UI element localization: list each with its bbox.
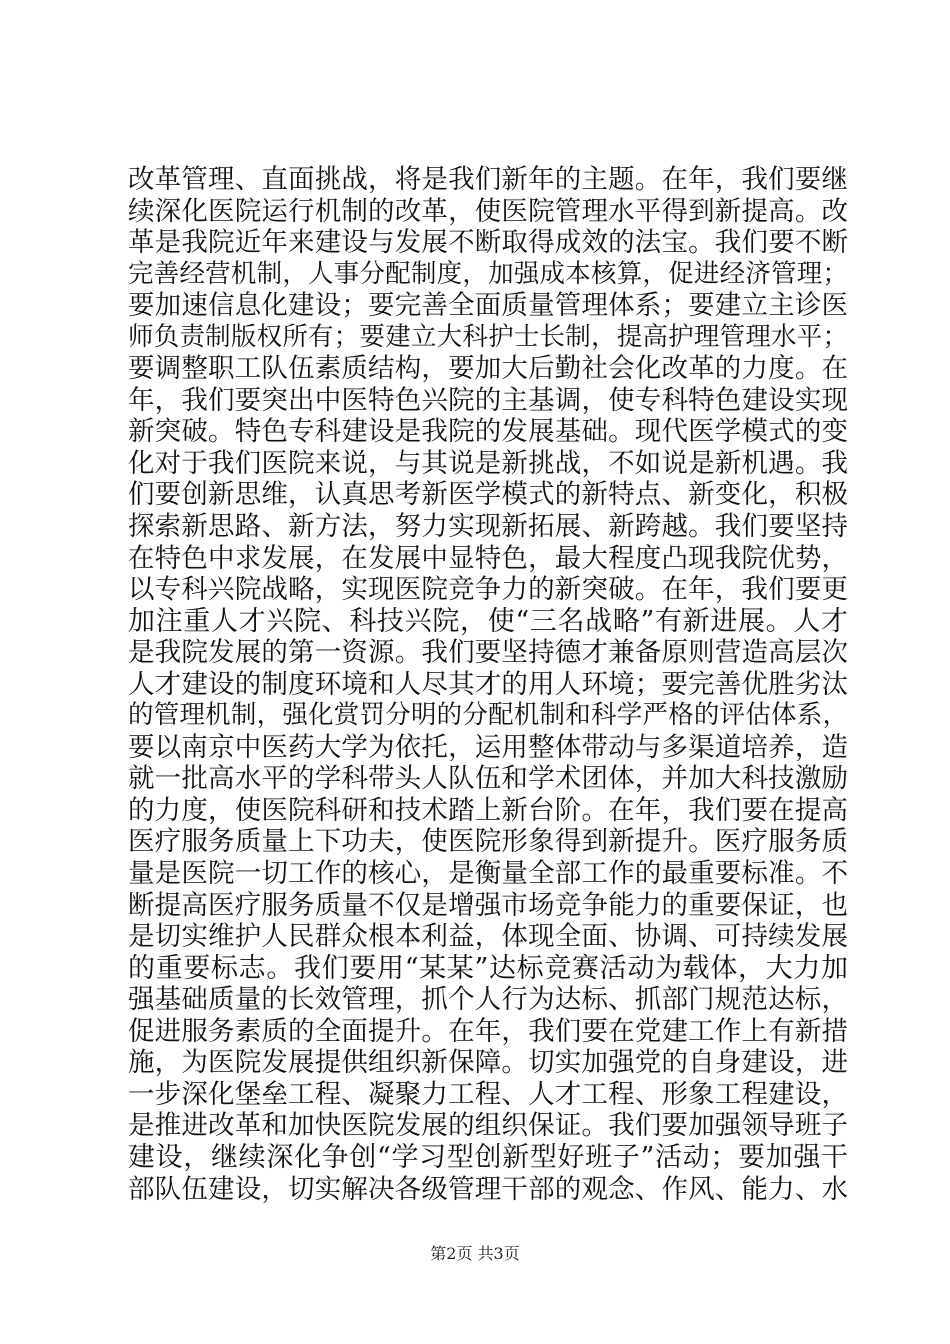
text-line: 续深化医院运行机制的改革，使医院管理水平得到新提高。改 [128,195,848,227]
text-line: 加注重人才兴院、科技兴院，使“三名战略”有新进展。人才 [128,605,848,637]
text-line: 要加速信息化建设；要完善全面质量管理体系；要建立主诊医 [128,290,848,322]
text-line: 量是医院一切工作的核心，是衡量全部工作的最重要标准。不 [128,858,848,890]
text-line: 人才建设的制度环境和人尽其才的用人环境；要完善优胜劣汰 [128,668,848,700]
text-line: 年，我们要突出中医特色兴院的主基调，使专科特色建设实现 [128,384,848,416]
text-line: 断提高医疗服务质量不仅是增强市场竞争能力的重要保证，也 [128,889,848,921]
text-line: 一步深化堡垒工程、凝聚力工程、人才工程、形象工程建设， [128,1078,848,1110]
text-line: 强基础质量的长效管理，抓个人行为达标、抓部门规范达标， [128,984,848,1016]
text-line: 化对于我们医院来说，与其说是新挑战，不如说是新机遇。我 [128,447,848,479]
text-line: 要调整职工队伍素质结构，要加大后勤社会化改革的力度。在 [128,353,848,385]
text-line: 新突破。特色专科建设是我院的发展基础。现代医学模式的变 [128,416,848,448]
text-line: 建设，继续深化争创“学习型创新型好班子”活动；要加强干 [128,1141,848,1173]
text-line: 完善经营机制，人事分配制度，加强成本核算，促进经济管理； [128,258,848,289]
text-line: 是推进改革和加快医院发展的组织保证。我们要加强领导班子 [128,1110,848,1142]
text-line: 以专科兴院战略，实现医院竞争力的新突破。在年，我们要更 [128,574,848,606]
text-line: 们要创新思维，认真思考新医学模式的新特点、新变化，积极 [128,479,848,511]
text-line: 部队伍建设，切实解决各级管理干部的观念、作风、能力、水 [128,1173,848,1205]
text-line: 是切实维护人民群众根本利益，体现全面、协调、可持续发展 [128,921,848,953]
text-line: 在特色中求发展，在发展中显特色，最大程度凸现我院优势， [128,542,848,574]
text-line: 要以南京中医药大学为依托，运用整体带动与多渠道培养，造 [128,731,848,763]
text-line: 是我院发展的第一资源。我们要坚持德才兼备原则营造高层次 [128,637,848,669]
text-line: 革是我院近年来建设与发展不断取得成效的法宝。我们要不断 [128,227,848,259]
text-line: 医疗服务质量上下功夫，使医院形象得到新提升。医疗服务质 [128,826,848,858]
text-line: 的管理机制，强化赏罚分明的分配机制和科学严格的评估体系， [128,700,848,731]
text-line: 施，为医院发展提供组织新保障。切实加强党的自身建设，进 [128,1047,848,1079]
page-footer: 第2页 共3页 [430,1244,520,1263]
body-paragraph [128,164,848,1205]
text-line: 改革管理、直面挑战，将是我们新年的主题。在年，我们要继 [128,164,848,195]
text-line: 就一批高水平的学科带头人队伍和学术团体，并加大科技激励 [128,763,848,795]
text-line: 师负责制版权所有；要建立大科护士长制，提高护理管理水平； [128,321,848,352]
text-line: 的重要标志。我们要用“某某”达标竞赛活动为载体，大力加 [128,952,848,984]
text-line: 的力度，使医院科研和技术踏上新台阶。在年，我们要在提高 [128,794,848,826]
text-line: 促进服务素质的全面提升。在年，我们要在党建工作上有新措 [128,1015,848,1047]
text-line: 探索新思路、新方法，努力实现新拓展、新跨越。我们要坚持 [128,511,848,543]
